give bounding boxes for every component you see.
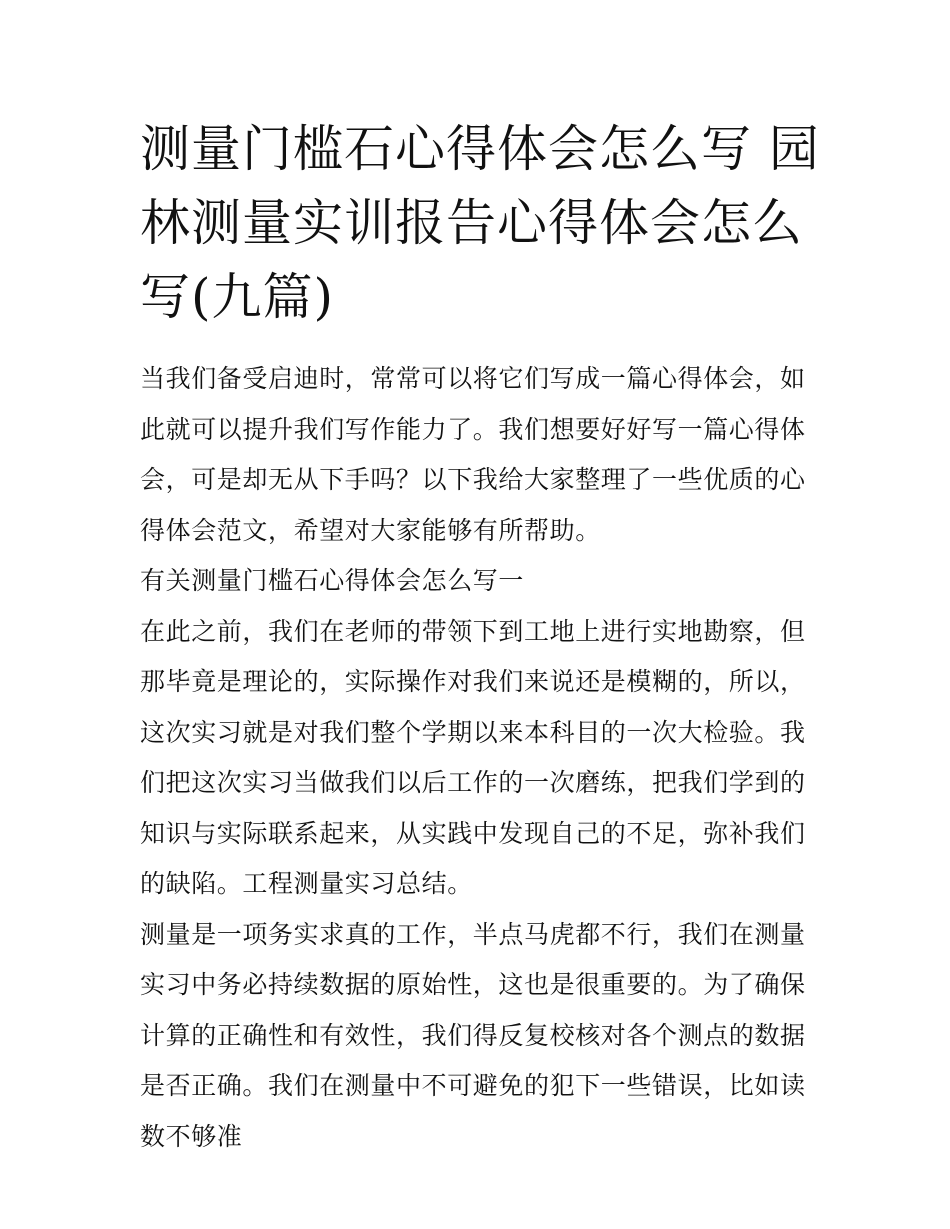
- document-title: 测量门槛石心得体会怎么写 园林测量实训报告心得体会怎么写(九篇): [140, 120, 820, 326]
- document-body: [140, 354, 812, 1162]
- body-paragraph: 测量是一项务实求真的工作，半点马虎都不行，我们在测量实习中务必持续数据的原始性，这也是很重要的。为了确保计算的正确性和有效性，我们得反复校核对各个测点的数据是否正确。我们在测量中不可避免的犯下一些错误，比如读数不够准: [140, 919, 806, 1151]
- section-heading: 有关测量门槛石心得体会怎么写一: [140, 566, 525, 595]
- intro-paragraph: 当我们备受启迪时，常常可以将它们写成一篇心得体会，如此就可以提升我们写作能力了。我们想要好好写一篇心得体会，可是却无从下手吗？以下我给大家整理了一些优质的心得体会范文，希望对大家能够有所帮助。: [140, 364, 806, 545]
- body-paragraph: 在此之前，我们在老师的带领下到工地上进行实地勘察，但那毕竟是理论的，实际操作对我们来说还是模糊的，所以，这次实习就是对我们整个学期以来本科目的一次大检验。我们把这次实习当做我们以后工作的一次磨练，把我们学到的知识与实际联系起来，从实践中发现自己的不足，弥补我们的缺陷。工程测量实习总结。: [140, 616, 806, 898]
